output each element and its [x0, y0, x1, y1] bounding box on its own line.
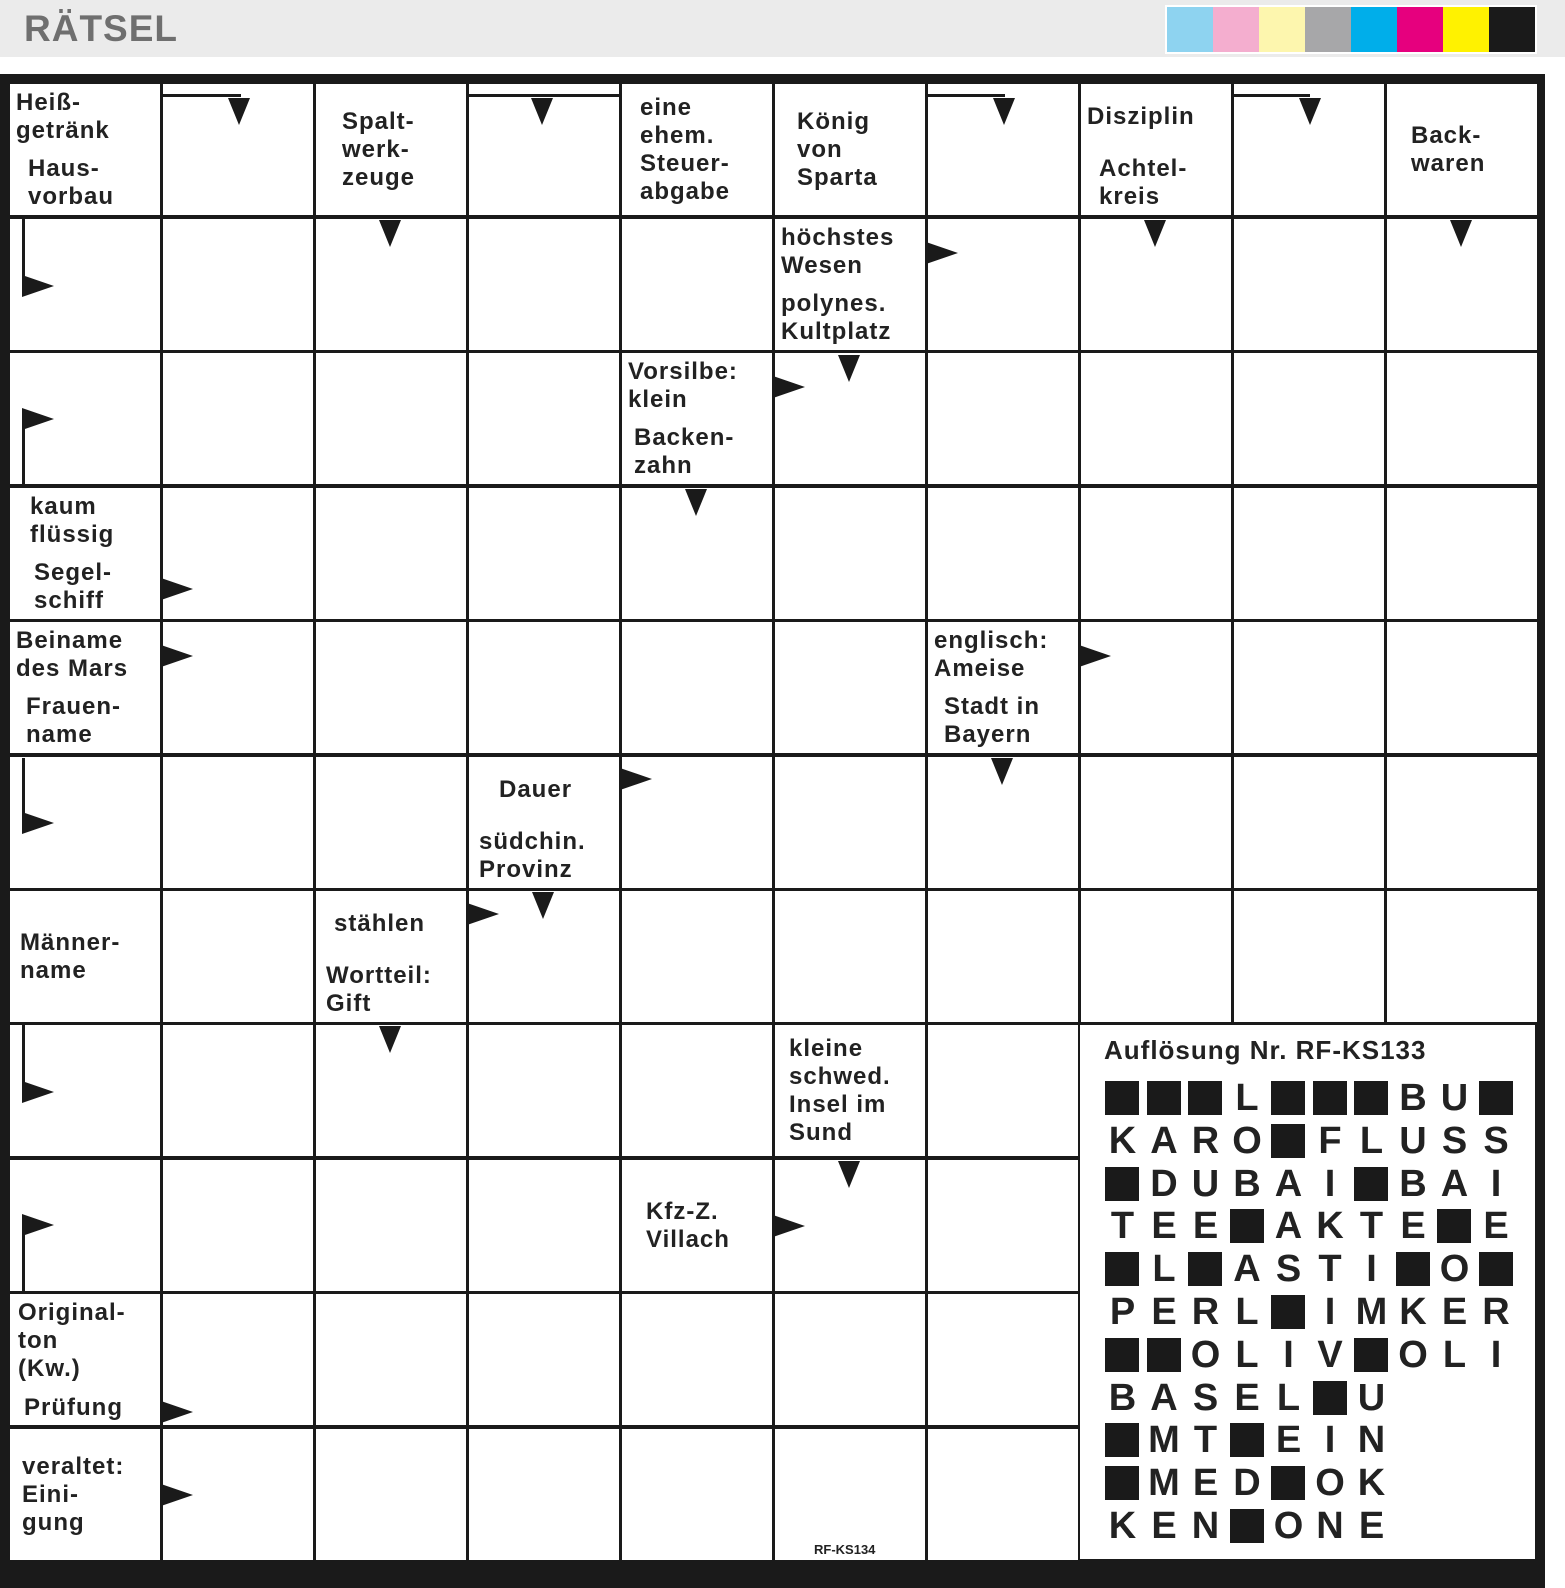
grid-cell[interactable] [622, 219, 772, 350]
grid-cell[interactable] [775, 757, 925, 888]
grid-cell[interactable] [469, 488, 619, 619]
arrow-right-icon [161, 578, 193, 600]
arrow-right-icon [22, 275, 54, 297]
solution-letter: I [1366, 1248, 1377, 1291]
grid-cell[interactable] [1387, 353, 1537, 484]
solution-letter: I [1490, 1333, 1502, 1376]
clue-gift [316, 958, 466, 1022]
clue-line: zeuge [342, 163, 416, 191]
grid-cell[interactable] [1081, 622, 1231, 753]
clue-beiname-mars [10, 622, 160, 687]
grid-cell[interactable] [1387, 891, 1537, 1022]
arrow-down-icon [993, 98, 1015, 125]
solution-letter: E [1151, 1505, 1177, 1547]
grid-cell[interactable] [775, 1429, 925, 1560]
solution-letter: N [1191, 1505, 1220, 1547]
grid-cell[interactable] [622, 1429, 772, 1560]
solution-block [1230, 1423, 1264, 1457]
grid-cell[interactable] [1081, 757, 1231, 888]
solution-letter: B [1399, 1162, 1427, 1205]
arrow-down-icon [379, 1026, 401, 1053]
clue-line: Steuer- [640, 149, 730, 177]
solution-letter: K [1108, 1119, 1137, 1162]
solution-block [1105, 1466, 1139, 1500]
solution-letter: E [1358, 1505, 1385, 1547]
clue-line: Provinz [479, 856, 573, 883]
grid-cell[interactable] [163, 1025, 313, 1156]
clue-backenzahn [622, 420, 772, 484]
clue-heissgetraenk [10, 84, 160, 149]
clue-originalton [10, 1294, 160, 1388]
grid-cell[interactable] [928, 1160, 1078, 1291]
clue-line: schwed. [789, 1062, 891, 1090]
solution-letter: E [1151, 1291, 1177, 1333]
clue-line: kreis [1099, 183, 1161, 210]
grid-cell[interactable] [928, 1294, 1078, 1425]
clue-line: höchstes [781, 223, 895, 251]
solution-letter: E [1234, 1376, 1260, 1419]
clue-line: Gift [326, 990, 372, 1017]
arrow-down-icon [1450, 220, 1472, 247]
clue-spaltwerkzeuge [316, 84, 466, 215]
solution-block [1105, 1252, 1139, 1286]
grid-cell[interactable] [622, 1294, 772, 1425]
solution-letter: L [1442, 1333, 1467, 1376]
puzzle-code: RF-KS134 [814, 1542, 876, 1557]
solution-block [1354, 1338, 1388, 1372]
solution-letter: A [1233, 1248, 1261, 1291]
solution-letter: S [1192, 1376, 1219, 1419]
clue-line: Vorsilbe: [628, 357, 738, 385]
clue-insel [775, 1025, 925, 1156]
solution-letter: R [1191, 1291, 1220, 1333]
arrow-down-icon [228, 98, 250, 125]
grid-cell[interactable] [928, 1025, 1078, 1156]
clue-line: Spalt- [342, 107, 415, 135]
solution-letter: A [1150, 1119, 1178, 1162]
solution-block [1437, 1209, 1471, 1243]
solution-block [1271, 1295, 1305, 1329]
solution-letter: E [1275, 1419, 1302, 1462]
clue-line: südchin. [479, 828, 586, 855]
grid-cell[interactable] [1387, 488, 1537, 619]
grid-cell[interactable] [1234, 622, 1384, 753]
solution-block [1271, 1081, 1305, 1115]
clue-provinz [469, 824, 619, 888]
clue-line: Dauer [499, 775, 573, 803]
color-swatch [1167, 7, 1213, 52]
solution-block [1188, 1081, 1222, 1115]
grid-cell[interactable] [1387, 622, 1537, 753]
clue-line: Original- [18, 1299, 126, 1326]
grid-cell[interactable] [469, 1025, 619, 1156]
clue-koenig-sparta [775, 84, 925, 215]
solution-letter: R [1191, 1119, 1220, 1162]
clue-line: Sund [789, 1118, 853, 1146]
clue-einigung [10, 1429, 160, 1560]
clue-villach [622, 1160, 772, 1291]
color-swatch [1489, 7, 1535, 52]
color-swatch [1351, 7, 1397, 52]
grid-cell[interactable] [469, 219, 619, 350]
clue-line: Backen- [634, 424, 735, 451]
clue-line: Wesen [781, 251, 863, 279]
clue-line: Ameise [934, 654, 1026, 682]
solution-letter: A [1440, 1162, 1469, 1205]
clue-backwaren [1387, 84, 1537, 215]
arrow-stem [466, 94, 619, 97]
arrow-right-icon [22, 1081, 54, 1103]
arrow-right-icon [773, 1215, 805, 1237]
arrow-right-icon [22, 812, 54, 834]
grid-cell[interactable] [1081, 353, 1231, 484]
arrow-down-icon [838, 355, 860, 382]
solution-letter: I [1324, 1162, 1336, 1205]
clue-line: Achtel- [1099, 155, 1188, 182]
solution-title: Auflösung Nr. RF-KS133 [1104, 1035, 1427, 1065]
solution-letter: M [1148, 1462, 1180, 1505]
arrow-right-icon [926, 242, 958, 264]
clue-staehlen [316, 891, 466, 956]
grid-cell[interactable] [928, 353, 1078, 484]
clue-line: Stadt in [944, 693, 1040, 720]
clue-line: Eini- [22, 1480, 79, 1508]
grid-cell[interactable] [163, 757, 313, 888]
clue-line: Frauen- [26, 693, 122, 720]
grid-cell[interactable] [775, 622, 925, 753]
clue-achtelkreis [1081, 151, 1231, 215]
clue-line: (Kw.) [18, 1355, 81, 1382]
grid-cell[interactable] [316, 1294, 466, 1425]
solution-letter: O [1439, 1248, 1470, 1291]
clue-line: Insel im [789, 1090, 887, 1118]
solution-letter: S [1483, 1119, 1509, 1162]
grid-cell[interactable] [163, 891, 313, 1022]
clue-line: Heiß- [16, 88, 81, 116]
arrow-right-icon [161, 1484, 193, 1506]
solution-letter: E [1192, 1462, 1219, 1505]
solution-letter: L [1276, 1376, 1301, 1419]
grid-cell[interactable] [928, 1429, 1078, 1560]
color-swatch [1443, 7, 1489, 52]
clue-line: Segel- [34, 559, 113, 586]
grid-cell[interactable] [163, 622, 313, 753]
clue-line: Villach [646, 1225, 730, 1253]
solution-block [1188, 1252, 1222, 1286]
solution-letter: K [1399, 1291, 1427, 1333]
clue-line: Beiname [16, 626, 124, 654]
grid-cell[interactable] [1234, 488, 1384, 619]
solution-letter: T [1110, 1205, 1135, 1248]
solution-letter: K [1316, 1205, 1344, 1248]
arrow-right-icon [620, 768, 652, 790]
clue-segelschiff [10, 555, 160, 619]
grid-cell[interactable] [316, 1429, 466, 1560]
solution-letter: L [1359, 1119, 1384, 1162]
grid-cell[interactable] [928, 891, 1078, 1022]
color-swatch [1397, 7, 1443, 52]
clue-line: Bayern [944, 721, 1032, 748]
arrow-right-icon [467, 903, 499, 925]
solution-panel [1080, 1025, 1535, 1559]
solution-letter: L [1235, 1291, 1259, 1333]
solution-block [1105, 1338, 1139, 1372]
solution-block [1271, 1466, 1305, 1500]
clue-line: name [20, 956, 87, 984]
arrow-down-icon [685, 489, 707, 516]
solution-letter: L [1235, 1333, 1259, 1376]
clue-line: stählen [334, 909, 426, 937]
solution-block [1313, 1381, 1347, 1415]
clue-line: kleine [789, 1034, 864, 1062]
arrow-right-icon [161, 1401, 193, 1423]
clue-line: Haus- [28, 155, 100, 182]
grid-cell[interactable] [622, 1025, 772, 1156]
solution-letter: I [1283, 1333, 1294, 1376]
solution-letter: T [1318, 1248, 1342, 1291]
grid-cell[interactable] [1081, 488, 1231, 619]
clue-line: Männer- [20, 928, 121, 956]
solution-letter: T [1359, 1205, 1384, 1248]
solution-block [1313, 1081, 1347, 1115]
arrow-stem [1232, 94, 1310, 97]
solution-letter: U [1191, 1162, 1220, 1205]
clue-line: Wortteil: [326, 962, 432, 989]
solution-block [1230, 1509, 1264, 1543]
grid-cell[interactable] [469, 1429, 619, 1560]
grid-cell[interactable] [1234, 219, 1384, 350]
arrow-right-icon [161, 645, 193, 667]
clue-line: kaum [30, 492, 97, 520]
grid-cell[interactable] [775, 488, 925, 619]
grid-cell[interactable] [928, 488, 1078, 619]
solution-letter: O [1232, 1119, 1262, 1162]
arrow-stem [163, 94, 241, 97]
solution-letter: O [1398, 1333, 1428, 1376]
solution-letter: L [1235, 1077, 1259, 1119]
clue-kultplatz [775, 286, 925, 350]
clue-line: des Mars [16, 654, 129, 682]
solution-letter: E [1483, 1205, 1509, 1248]
solution-letter: A [1150, 1376, 1178, 1419]
solution-letter: S [1275, 1248, 1302, 1291]
grid-cell[interactable] [163, 353, 313, 484]
solution-letter: E [1192, 1205, 1219, 1248]
grid-cell[interactable] [469, 353, 619, 484]
arrow-right-icon [773, 376, 805, 398]
grid-cell[interactable] [622, 622, 772, 753]
solution-letter: U [1399, 1119, 1427, 1162]
solution-block [1479, 1252, 1513, 1286]
solution-letter: N [1357, 1419, 1386, 1462]
arrow-down-icon [379, 220, 401, 247]
clue-line: ehem. [640, 121, 715, 149]
solution-letter: O [1190, 1333, 1221, 1376]
solution-letter: E [1400, 1205, 1426, 1248]
grid-cell[interactable] [1234, 353, 1384, 484]
arrow-stem [927, 94, 1005, 97]
solution-letter: I [1324, 1419, 1336, 1462]
solution-letter: F [1318, 1119, 1342, 1162]
solution-block [1147, 1081, 1181, 1115]
clue-line: waren [1411, 149, 1486, 177]
clue-line: polynes. [781, 290, 887, 317]
solution-block [1354, 1167, 1388, 1201]
crossword-grid [0, 74, 1545, 1588]
grid-cell[interactable] [469, 1160, 619, 1291]
solution-block [1271, 1124, 1305, 1158]
grid-cell[interactable] [775, 891, 925, 1022]
clue-line: Prüfung [24, 1393, 123, 1421]
solution-block [1479, 1081, 1513, 1115]
clue-line: zahn [634, 452, 693, 479]
clue-disziplin [1081, 84, 1231, 149]
clue-line: Back- [1411, 121, 1482, 149]
color-swatch [1213, 7, 1259, 52]
clue-line: Kfz-Z. [646, 1197, 719, 1225]
solution-letter: D [1233, 1462, 1261, 1505]
solution-letter: B [1233, 1162, 1261, 1205]
clue-pruefung [10, 1390, 160, 1425]
solution-letter: A [1274, 1162, 1303, 1205]
page-title: RÄTSEL [24, 8, 178, 49]
arrow-down-icon [991, 758, 1013, 785]
grid-cell[interactable] [316, 488, 466, 619]
solution-letter: M [1148, 1419, 1180, 1462]
clue-line: veraltet: [22, 1452, 125, 1480]
solution-letter: M [1355, 1291, 1388, 1333]
solution-letter: U [1357, 1376, 1386, 1419]
clue-line: von [797, 135, 843, 163]
grid-cell[interactable] [1387, 757, 1537, 888]
solution-block [1147, 1338, 1181, 1372]
solution-block [1105, 1167, 1139, 1201]
arrow-down-icon [532, 892, 554, 919]
arrow-right-icon [22, 408, 54, 430]
grid-cell[interactable] [316, 757, 466, 888]
arrow-right-icon [1079, 645, 1111, 667]
color-swatch [1305, 7, 1351, 52]
clue-stadt-bayern [928, 689, 1078, 753]
clue-line: abgabe [640, 177, 731, 205]
solution-letter: I [1490, 1162, 1502, 1205]
clue-line: englisch: [934, 626, 1049, 654]
solution-letter: L [1152, 1248, 1176, 1291]
solution-letter: K [1357, 1462, 1386, 1505]
arrow-down-icon [1299, 98, 1321, 125]
color-swatch [1259, 7, 1305, 52]
solution-letter: A [1274, 1205, 1303, 1248]
arrow-right-icon [22, 1214, 54, 1236]
grid-cell[interactable] [469, 1294, 619, 1425]
solution-letter: I [1324, 1291, 1336, 1333]
clue-line: ton [18, 1327, 59, 1354]
grid-cell[interactable] [1234, 757, 1384, 888]
clue-maennername [10, 891, 160, 1022]
solution-letter: E [1151, 1205, 1177, 1248]
grid-cell[interactable] [1081, 891, 1231, 1022]
solution-letter: P [1109, 1291, 1136, 1333]
solution-letter: R [1482, 1291, 1510, 1333]
clue-line: werk- [342, 135, 410, 163]
grid-cell[interactable] [928, 219, 1078, 350]
arrow-down-icon [838, 1161, 860, 1188]
grid-cell[interactable] [622, 891, 772, 1022]
clue-line: eine [640, 93, 693, 121]
solution-letter: B [1108, 1376, 1137, 1419]
clue-line: Kultplatz [781, 318, 892, 345]
solution-letter: T [1193, 1419, 1218, 1462]
clue-line: name [26, 721, 93, 748]
solution-letter: E [1441, 1291, 1468, 1333]
grid-cell[interactable] [316, 622, 466, 753]
grid-cell[interactable] [316, 1160, 466, 1291]
clue-steuerabgabe [622, 84, 772, 215]
clue-dauer [469, 757, 619, 822]
color-registration-bar [1165, 5, 1537, 54]
arrow-down-icon [1144, 220, 1166, 247]
solution-letter: O [1315, 1462, 1345, 1505]
solution-letter: U [1440, 1077, 1469, 1119]
grid-cell[interactable] [316, 353, 466, 484]
arrow-down-icon [531, 98, 553, 125]
clue-hausvorbau [10, 151, 160, 215]
clue-line: klein [628, 385, 688, 413]
clue-line: flüssig [30, 520, 115, 548]
grid-cell[interactable] [469, 622, 619, 753]
clue-kaum-fluessig [10, 488, 160, 553]
solution-block [1105, 1423, 1139, 1457]
clue-frauenname [10, 689, 160, 753]
solution-block [1105, 1081, 1139, 1115]
page-header [0, 0, 1565, 57]
solution-block [1396, 1252, 1430, 1286]
clue-line: vorbau [28, 183, 115, 210]
clue-ameise [928, 622, 1078, 687]
grid-cell[interactable] [163, 1160, 313, 1291]
clue-line: Sparta [797, 163, 878, 191]
solution-letter: S [1441, 1119, 1468, 1162]
clue-vorsilbe-klein [622, 353, 772, 418]
grid-cell[interactable] [1234, 891, 1384, 1022]
solution-letter: N [1316, 1505, 1344, 1547]
clue-line: Disziplin [1087, 102, 1195, 130]
clue-line: schiff [34, 587, 105, 614]
solution-letter: K [1108, 1505, 1137, 1547]
clue-hoechstes-wesen [775, 219, 925, 284]
clue-line: gung [22, 1508, 85, 1536]
solution-block [1354, 1081, 1388, 1115]
solution-letter: O [1273, 1505, 1304, 1547]
clue-line: König [797, 107, 870, 135]
grid-cell[interactable] [775, 1294, 925, 1425]
clue-line: getränk [16, 116, 110, 144]
solution-letter: V [1317, 1333, 1343, 1376]
grid-cell[interactable] [163, 219, 313, 350]
solution-letter: D [1150, 1162, 1178, 1205]
solution-letter: B [1399, 1077, 1427, 1119]
solution-block [1230, 1209, 1264, 1243]
